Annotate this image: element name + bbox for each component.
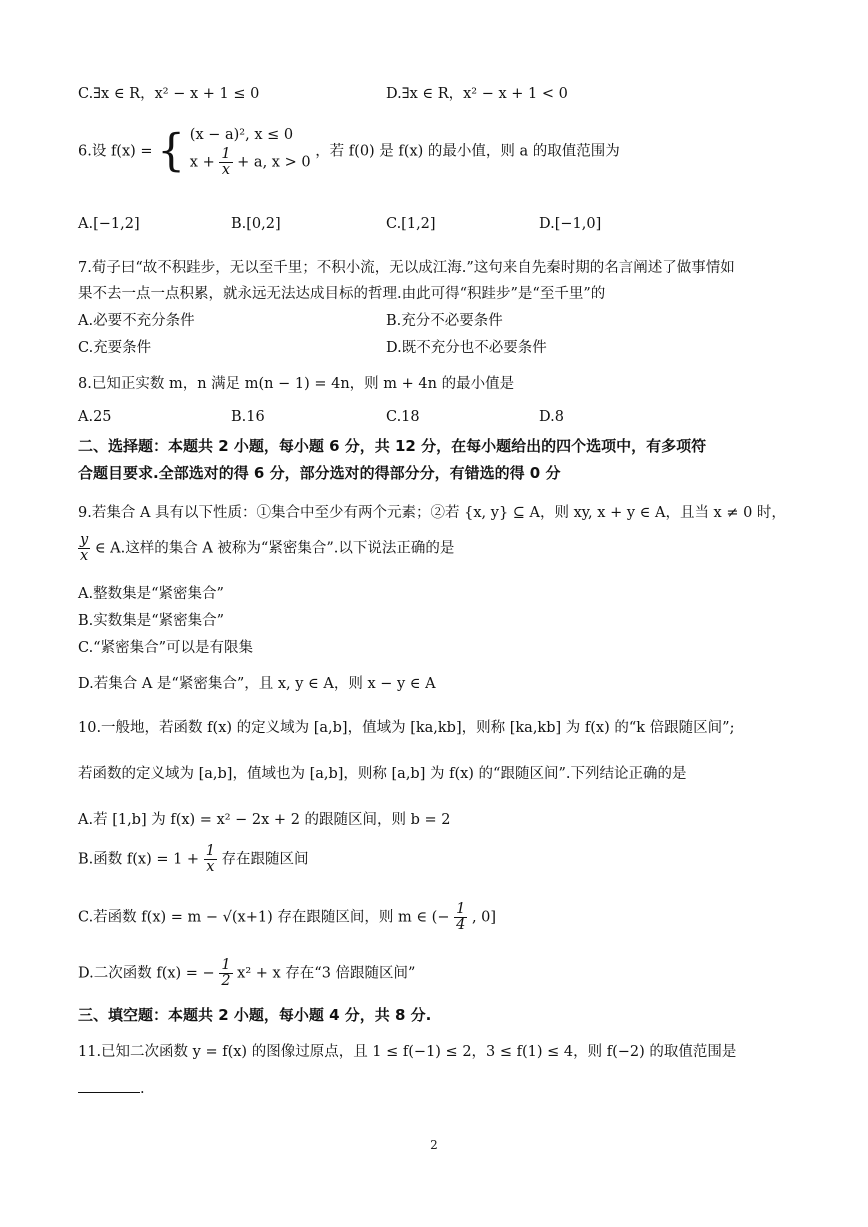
q9-option-b: B.实数集是“紧密集合” (78, 613, 225, 629)
fraction: $\frac{y}{x}$ (80, 532, 89, 565)
q11-line-2: . (78, 1078, 145, 1097)
q9-line-1: 9.若集合 A 具有以下性质：①集合中至少有两个元素；②若 {x, y} ⊆ A，则 xy, x + y ∈ A，且当 x ≠ 0 时， (78, 505, 786, 521)
q7-option-c: C.充要条件 (78, 340, 152, 356)
answer-blank[interactable] (78, 1078, 140, 1093)
q9-option-d: D.若集合 A 是“紧密集合”，且 x, y ∈ A，则 x − y ∈ A (78, 676, 436, 692)
page-number: 2 (430, 1138, 438, 1152)
section-3-heading: 三、填空题：本题共 2 小题，每小题 4 分，共 8 分. (78, 1006, 432, 1024)
fraction: $\frac{1}{x}$ (221, 146, 231, 179)
q6-piece-2: x + $\frac{1}{x}$ + a, x > 0 (189, 146, 311, 179)
section-2-heading-line-2: 合题目要求.全部选对的得 6 分，部分选对的得部分分，有错选的得 0 分 (78, 464, 561, 482)
q8-option-d: D.8 (539, 409, 564, 425)
section-2-heading-line-1: 二、选择题：本题共 2 小题，每小题 6 分，共 12 分，在每小题给出的四个选项中，有多项符 (78, 437, 707, 455)
q5-option-d: D.∃x ∈ R，x² − x + 1 < 0 (386, 86, 568, 102)
q8-option-a: A.25 (78, 409, 112, 425)
q6-option-c: C.[1,2] (386, 216, 436, 232)
fraction: $\frac{1}{4}$ (456, 901, 466, 934)
fraction: $\frac{1}{x}$ (205, 843, 215, 876)
q7-line-1: 7.荀子曰“故不积跬步，无以至千里；不积小流，无以成江海.”这句来自先秦时期的名言阐述了做事情如 (78, 260, 735, 276)
q10-option-a: A.若 [1,b] 为 f(x) = x² − 2x + 2 的跟随区间，则 b = 2 (78, 812, 451, 828)
q6-piece-1: (x − a)², x ≤ 0 (189, 127, 294, 143)
q6-suffix: ，若 f(0) 是 f(x) 的最小值，则 a 的取值范围为 (315, 143, 620, 160)
q10-line-2: 若函数的定义域为 [a,b]，值域也为 [a,b]，则称 [a,b] 为 f(x) 的“跟随区间”.下列结论正确的是 (78, 766, 687, 782)
q9-line-2: $\frac{y}{x}$ ∈ A.这样的集合 A 被称为“紧密集合”.以下说法正确的是 (80, 532, 455, 565)
q9-option-a: A.整数集是“紧密集合” (78, 586, 224, 602)
q5-option-c: C.∃x ∈ R，x² − x + 1 ≤ 0 (78, 86, 260, 102)
q7-option-b: B.充分不必要条件 (386, 313, 503, 329)
q7-option-d: D.既不充分也不必要条件 (386, 340, 547, 356)
q9-option-c: C.“紧密集合”可以是有限集 (78, 640, 254, 656)
q6-stem (78, 124, 620, 179)
q8-option-c: C.18 (386, 409, 420, 425)
q6-option-d: D.[−1,0] (539, 216, 602, 232)
q7-line-2: 果不去一点一点积累，就永远无法达成目标的哲理.由此可得“积跬步”是“至千里”的 (78, 286, 606, 302)
q10-option-b: B.函数 f(x) = 1 + $\frac{1}{x}$ 存在跟随区间 (78, 843, 309, 876)
q8-stem: 8.已知正实数 m，n 满足 m(n − 1) = 4n，则 m + 4n 的最小值是 (78, 376, 515, 392)
q10-option-c: C.若函数 f(x) = m − √(x+1) 存在跟随区间，则 m ∈ (− $\frac{1}{4}$ , 0] (78, 901, 497, 934)
q8-option-b: B.16 (231, 409, 265, 425)
q6-prefix: 6.设 f(x) = (78, 143, 153, 160)
q6-option-a: A.[−1,2] (78, 216, 140, 232)
q6-option-b: B.[0,2] (231, 216, 281, 232)
piecewise-brace: { (157, 125, 186, 177)
q10-line-1: 10.一般地，若函数 f(x) 的定义域为 [a,b]，值域为 [ka,kb]，则称 [ka,kb] 为 f(x) 的“k 倍跟随区间”; (78, 720, 735, 736)
q11-line-1: 11.已知二次函数 y = f(x) 的图像过原点，且 1 ≤ f(−1) ≤ 2，3 ≤ f(1) ≤ 4，则 f(−2) 的取值范围是 (78, 1044, 737, 1060)
fraction: $\frac{1}{2}$ (221, 957, 231, 990)
q6-pieces (190, 124, 311, 179)
q7-option-a: A.必要不充分条件 (78, 313, 195, 329)
q10-option-d: D.二次函数 f(x) = − $\frac{1}{2}$ x² + x 存在“3 倍跟随区间” (78, 957, 416, 990)
